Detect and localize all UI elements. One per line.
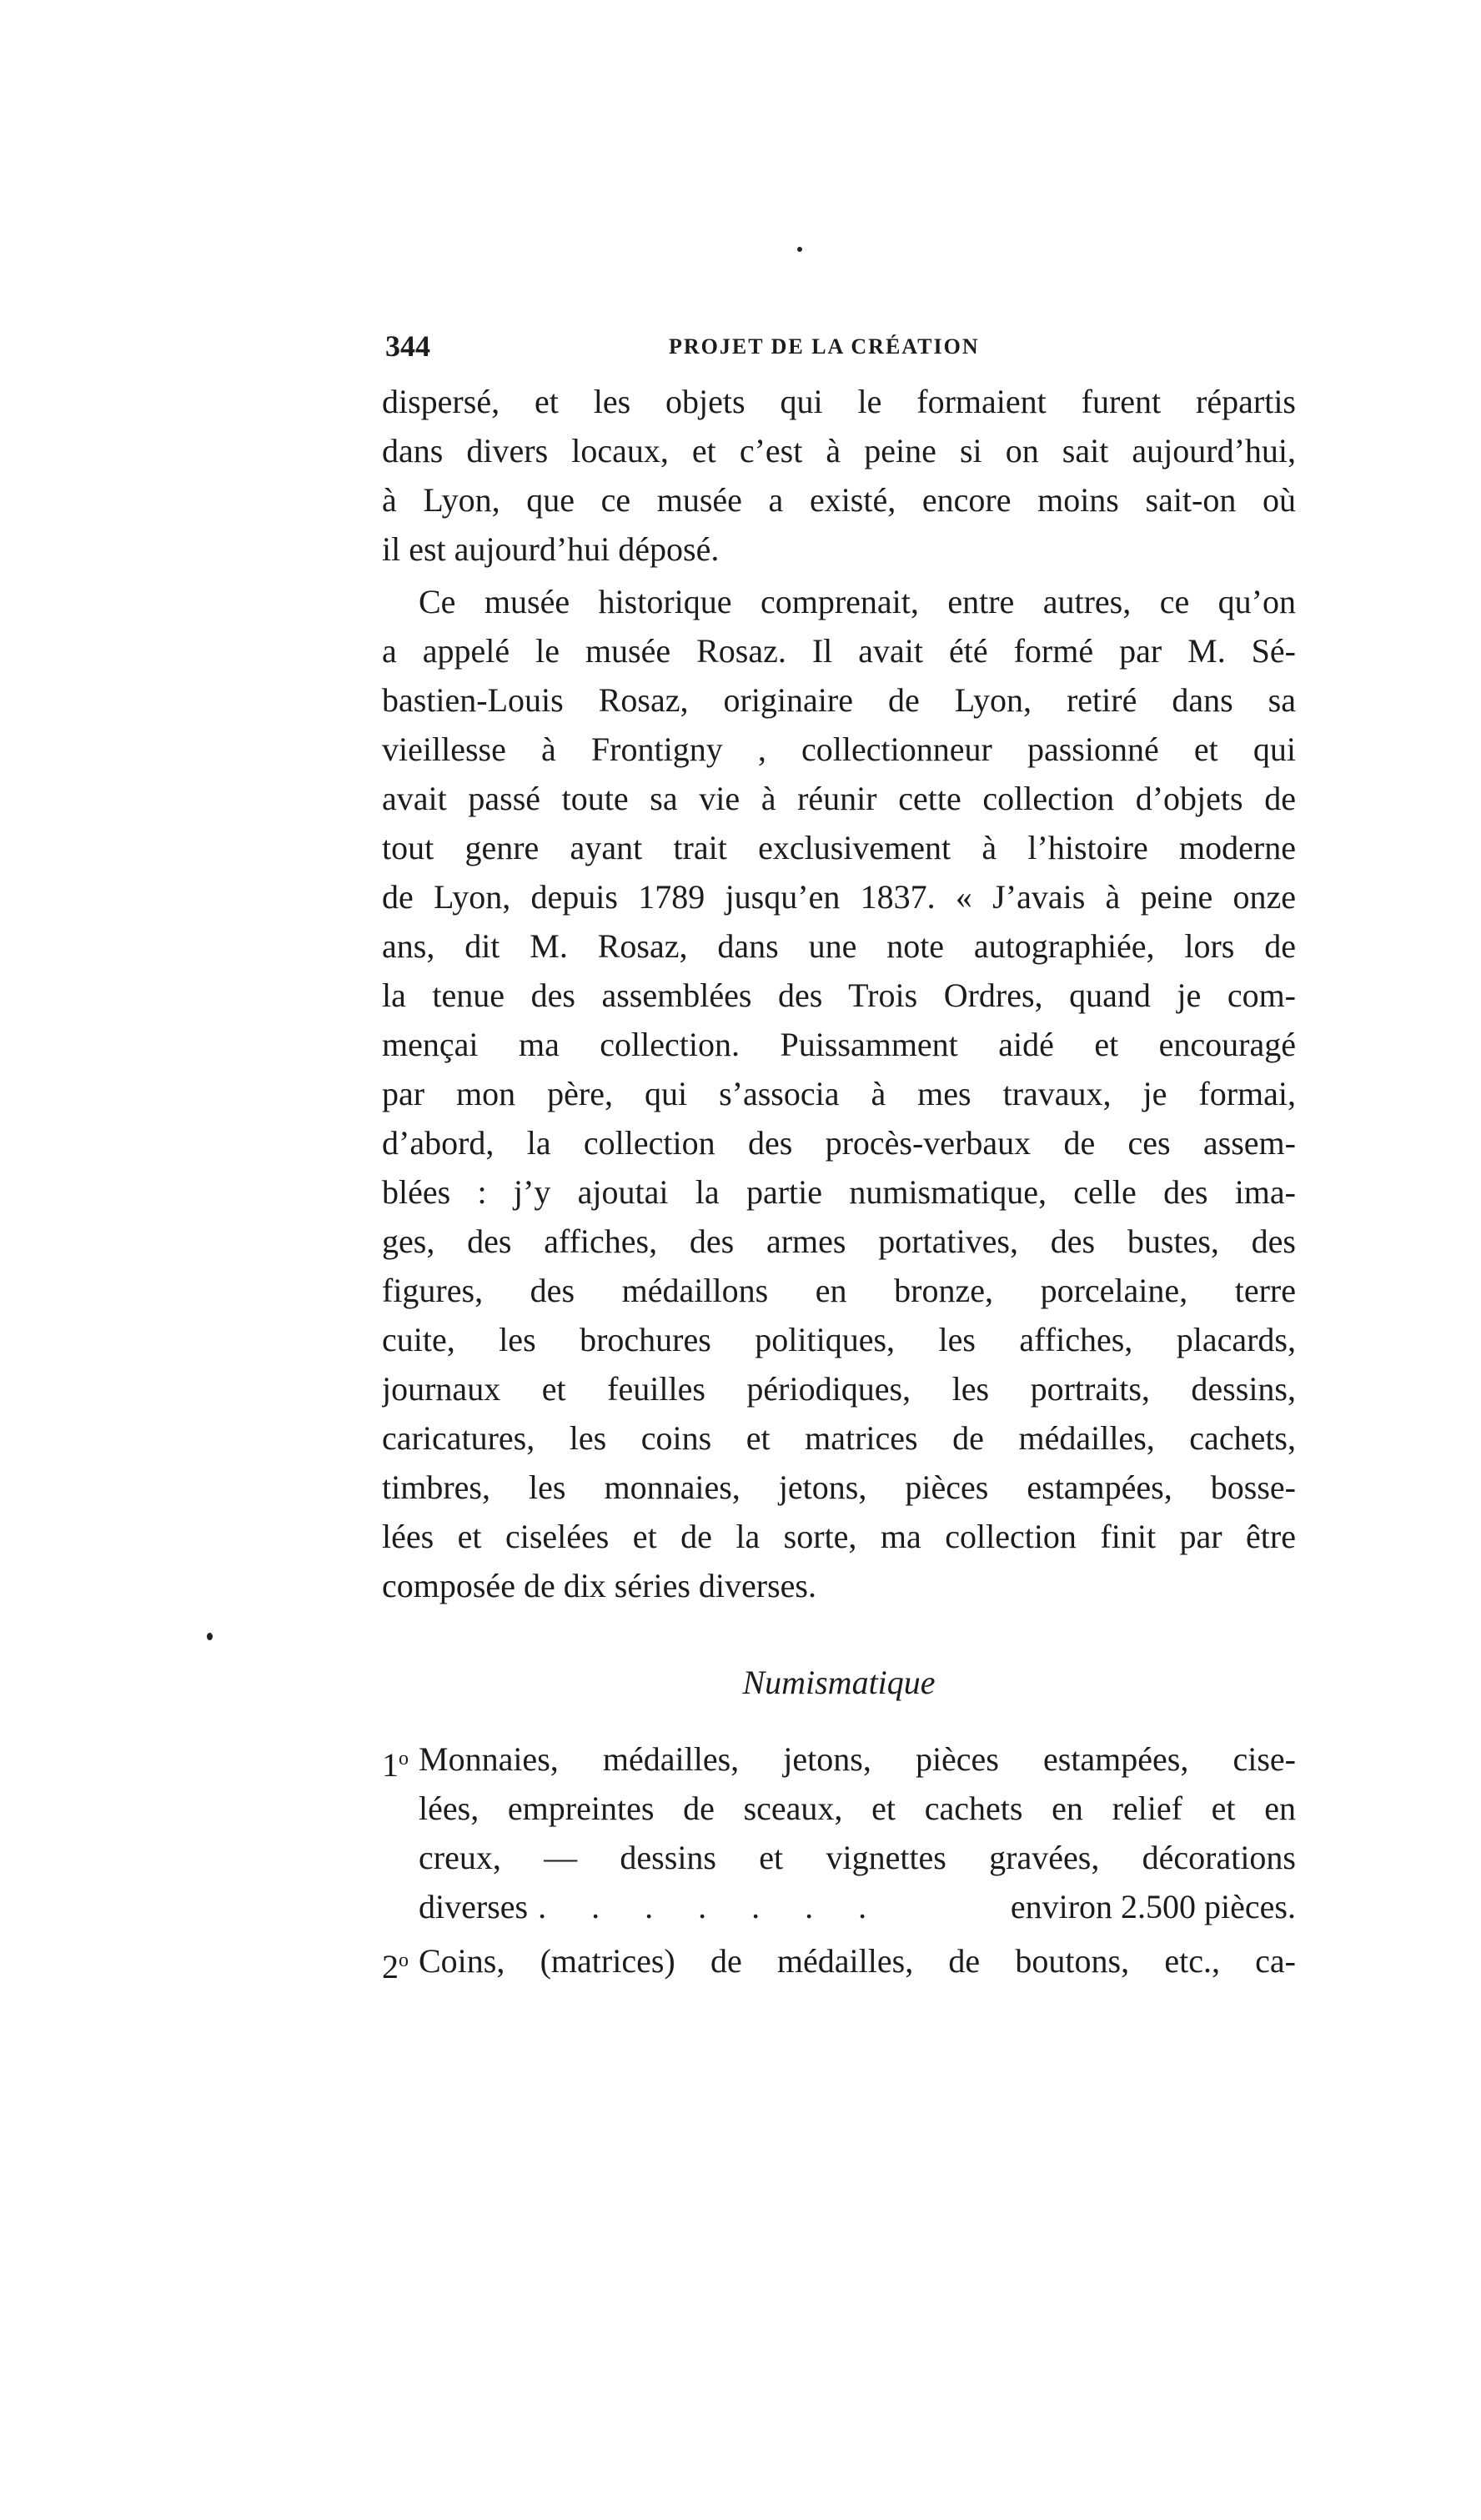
text-line: cuite, les brochures politiques, les affiches, placards, bbox=[382, 1321, 1296, 1358]
text-line: composée de dix séries diverses. bbox=[382, 1567, 816, 1604]
text-line: lées, empreintes de sceaux, et cachets en relief et en bbox=[419, 1790, 1296, 1827]
text-line: blées : j’y ajoutai la partie numismatique, celle des ima- bbox=[382, 1173, 1296, 1211]
numbered-list bbox=[382, 1734, 1296, 1985]
paragraph bbox=[382, 377, 1296, 574]
text-line: à Lyon, que ce musée a existé, encore moins sait-on où bbox=[382, 481, 1296, 519]
paragraph bbox=[382, 577, 1296, 1610]
ink-speck bbox=[797, 247, 802, 252]
text-line: tout genre ayant trait exclusivement à l’histoire moderne bbox=[382, 829, 1296, 866]
ink-speck bbox=[207, 1633, 213, 1640]
text-line: Monnaies, médailles, jetons, pièces estampées, cise- bbox=[419, 1740, 1296, 1778]
list-item bbox=[382, 1734, 1296, 1931]
item-closing-label: diverses bbox=[419, 1888, 529, 1925]
text-line: dans divers locaux, et c’est à peine si on sait aujourd’hui, bbox=[382, 432, 1296, 469]
text-line: Ce musée historique comprenait, entre autres, ce qu’on bbox=[419, 583, 1296, 620]
running-title: PROJET DE LA CRÉATION bbox=[669, 334, 980, 359]
body-text bbox=[382, 377, 1296, 1610]
text-line: creux, — dessins et vignettes gravées, décorations bbox=[419, 1839, 1296, 1876]
text-line: bastien-Louis Rosaz, originaire de Lyon, retiré dans sa bbox=[382, 681, 1296, 719]
text-line: mençai ma collection. Puissamment aidé et encouragé bbox=[382, 1026, 1296, 1063]
text-line: il est aujourd’hui déposé. bbox=[382, 530, 720, 568]
text-line: dispersé, et les objets qui le formaient furent répartis bbox=[382, 383, 1296, 420]
leader-dots: . . . . . . . bbox=[538, 1888, 886, 1925]
text-line: par mon père, qui s’associa à mes travaux, je formai, bbox=[382, 1075, 1296, 1112]
list-number: 2$^o$ bbox=[382, 1948, 409, 1985]
text-line: Coins, (matrices) de médailles, de boutons, etc., ca- bbox=[419, 1942, 1296, 1980]
text-line: lées et ciselées et de la sorte, ma collection finit par être bbox=[382, 1518, 1296, 1555]
text-line: vieillesse à Frontigny , collectionneur passionné et qui bbox=[382, 730, 1296, 768]
item-quantity: environ 2.500 pièces. bbox=[1010, 1888, 1296, 1925]
text-line: timbres, les monnaies, jetons, pièces estampées, bosse- bbox=[382, 1468, 1296, 1506]
page-number: 344 bbox=[385, 329, 430, 363]
text-line: ans, dit M. Rosaz, dans une note autographiée, lors de bbox=[382, 927, 1296, 965]
section-heading: Numismatique bbox=[742, 1664, 936, 1701]
text-line: d’abord, la collection des procès-verbaux de ces assem- bbox=[382, 1124, 1296, 1162]
text-line: de Lyon, depuis 1789 jusqu’en 1837. « J’avais à peine onze bbox=[382, 878, 1296, 916]
text-line: journaux et feuilles périodiques, les portraits, dessins, bbox=[382, 1370, 1296, 1408]
text-line: avait passé toute sa vie à réunir cette collection d’objets de bbox=[382, 780, 1296, 817]
text-line: ges, des affiches, des armes portatives, des bustes, des bbox=[382, 1222, 1296, 1260]
text-line: a appelé le musée Rosaz. Il avait été formé par M. Sé- bbox=[382, 632, 1296, 670]
item-total-row bbox=[419, 1882, 1296, 1931]
running-header bbox=[385, 327, 1299, 365]
text-line: caricatures, les coins et matrices de médailles, cachets, bbox=[382, 1419, 1296, 1457]
list-item bbox=[382, 1936, 1296, 1985]
list-number: 1$^o$ bbox=[382, 1746, 409, 1784]
text-line: la tenue des assemblées des Trois Ordres, quand je com- bbox=[382, 976, 1296, 1014]
text-line: figures, des médaillons en bronze, porcelaine, terre bbox=[382, 1272, 1296, 1309]
